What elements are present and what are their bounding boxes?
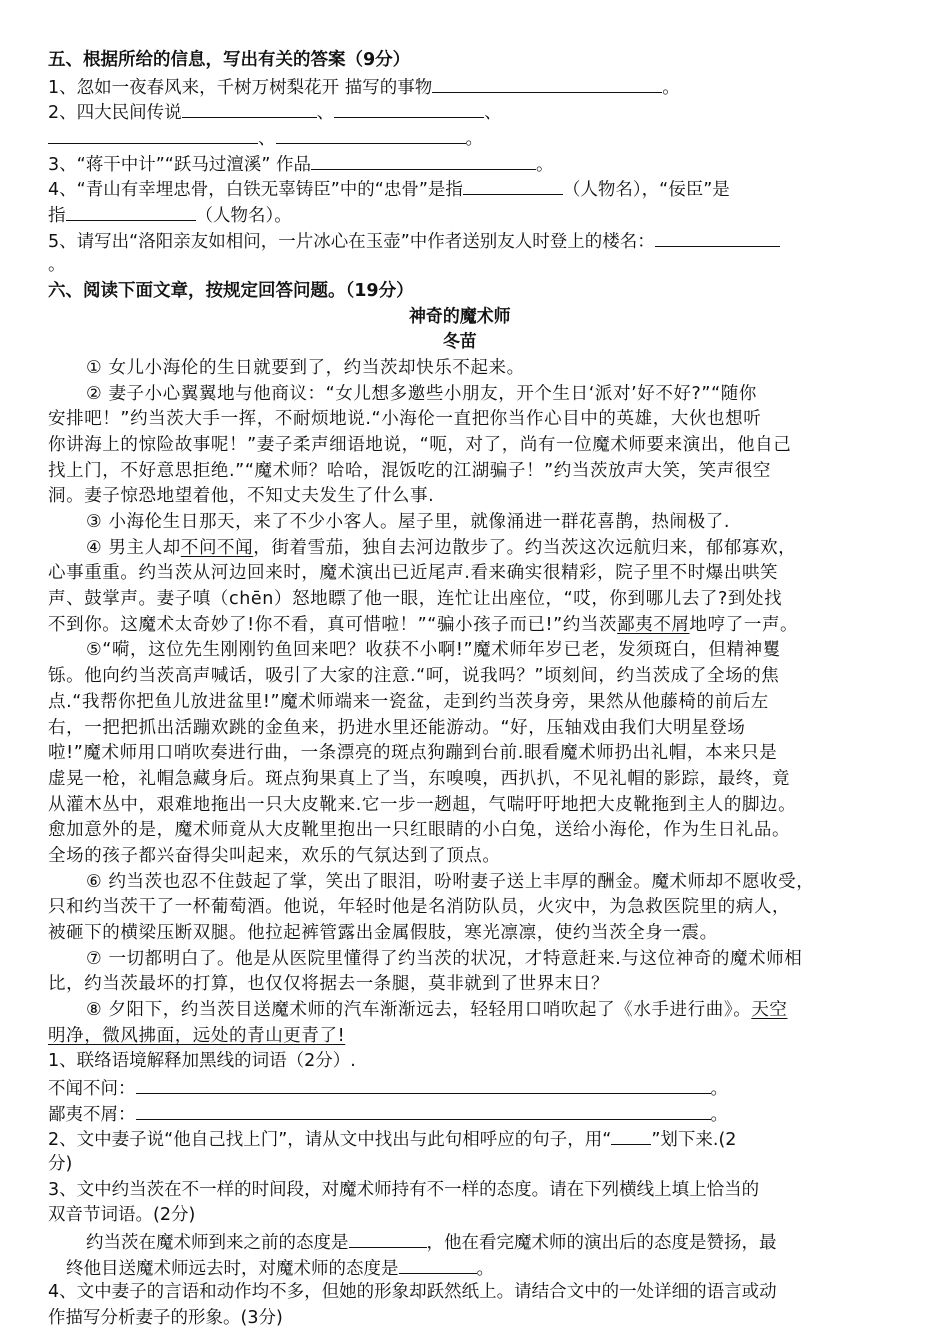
underlined-phrase: 天空: [751, 1000, 788, 1020]
article-line: ③ 小海伦生日那天，来了不少小客人。屋子里，就像涌进一群花喜鹊，热闹极了.: [86, 512, 731, 532]
q5-3-text: 3、“蒋干中计”“跃马过澶溪” 作品: [48, 155, 311, 175]
question-5-2: [48, 99, 502, 125]
q5-4-text-b: （人物名），“佞臣”是: [562, 180, 730, 200]
answer-blank[interactable]: [66, 202, 196, 221]
question-6-4-b: 作描写分析妻子的形象。(3分): [48, 1308, 283, 1328]
article-line: 啦!”魔术师用口哨吹奏进行曲，一条漂亮的斑点狗蹦到台前.眼看魔术师扔出礼帽，本来只是: [48, 743, 778, 763]
answer-blank[interactable]: [48, 125, 258, 144]
article-line: 只和约当茨干了一杯葡萄酒。他说，年轻时他是名消防队员，火灾中，为急救医院里的病人，: [48, 897, 791, 917]
question-6-3: 3、文中约当茨在不一样的时间段，对魔术师持有不一样的态度。请在下列横线上填上恰当的: [48, 1180, 760, 1200]
section6-heading: 六、阅读下面文章，按规定回答问题。（19分）: [48, 281, 414, 301]
q5-5-text: 5、请写出“洛阳亲友如相问，一片冰心在玉壶”中作者送别友人时登上的楼名：: [48, 232, 655, 252]
q5-4-text-d: （人物名）。: [195, 206, 292, 226]
article-line: 被砸下的横梁压断双腿。他拉起裤管露出金属假肢，寒光凛凛，使约当茨全身一震。: [48, 923, 718, 943]
q5-2-text: 2、四大民间传说: [48, 103, 182, 123]
term-label: 鄙夷不屑：: [48, 1105, 136, 1125]
article-line: 找上门，不好意思拒绝.”“魔术师？哈哈，混饭吃的江湖骗子！”约当茨放声大笑，笑声很空: [48, 461, 771, 481]
q6-2-text-b: ”划下来.(2: [651, 1130, 737, 1150]
article-line: 声、鼓掌声。妻子嗔（chēn）怒地瞟了他一眼，连忙让出座位，“哎，你到哪儿去了?到处找: [48, 589, 783, 609]
question-6-1-b: [48, 1101, 728, 1127]
answer-blank[interactable]: [655, 228, 780, 247]
question-6-1-a: [48, 1075, 728, 1101]
answer-blank[interactable]: [432, 74, 662, 93]
question-6-1: 1、联络语境解释加黑线的词语（2分）.: [48, 1051, 356, 1071]
q5-1-text: 1、忽如一夜春风来，千树万树梨花开 描写的事物: [48, 78, 433, 98]
answer-blank[interactable]: [182, 99, 317, 118]
article-line: ⑦ 一切都明白了。他是从医院里懂得了约当茨的状况，才特意赶来.与这位神奇的魔术师相: [86, 949, 803, 969]
article-text: 地哼了一声。: [689, 615, 799, 635]
article-line: 铄。他向约当茨高声喊话，吸引了大家的注意.“呵，说我吗？”顷刻间，约当茨成了全场的焦: [48, 666, 780, 686]
article-line: ⑥ 约当茨也忍不住鼓起了掌，笑出了眼泪，吩咐妻子送上丰厚的酬金。魔术师却不愿收受，: [86, 872, 815, 892]
question-6-4: 4、文中妻子的言语和动作均不多，但她的形象却跃然纸上。请结合文中的一处详细的语言或动: [48, 1282, 777, 1302]
article-line: 比，约当茨最坏的打算，也仅仅将据去一条腿，莫非就到了世界末日？: [48, 974, 610, 994]
question-5-3: [48, 151, 553, 177]
article-line: ⑤“嗬，这位先生刚刚钓鱼回来吧？收获不小啊!”魔术师年岁已老，发须斑白，但精神矍: [86, 640, 781, 660]
answer-blank[interactable]: [334, 99, 484, 118]
article-line: 右，一把把抓出活蹦欢跳的金鱼来，扔进水里还能游动。“好，压轴戏由我们大明星登场: [48, 718, 746, 738]
article-author: 冬苗: [442, 332, 477, 352]
answer-blank[interactable]: [311, 151, 536, 170]
q5-2-sep: 、: [258, 129, 276, 149]
question-6-2-cont: 分): [48, 1154, 73, 1174]
article-line: ① 女儿小海伦的生日就要到了，约当茨却快乐不起来。: [86, 358, 525, 378]
q5-3-end: 。: [535, 155, 554, 175]
article-line: 愈加意外的是，魔术师竟从大皮靴里抱出一只红眼睛的小白兔，送给小海伦，作为生日礼品。: [48, 820, 791, 840]
question-5-4: [48, 176, 730, 202]
article-line: ② 妻子小心翼翼地与他商议：“女儿想多邀些小朋友，开个生日‘派对’好不好?”“随你: [86, 384, 757, 404]
article-line: [48, 1024, 345, 1048]
question-6-3-b: 双音节词语。(2分): [48, 1205, 196, 1225]
answer-blank[interactable]: [349, 1229, 427, 1248]
q5-2-sep: 、: [484, 103, 502, 123]
term-label: 不闻不问：: [48, 1079, 136, 1099]
underlined-word: 鄙夷不屑: [617, 615, 690, 635]
question-5-4-cont: [48, 202, 292, 228]
q6-3-text-d: ，他在看完魔术师的演出后的态度是赞扬，最: [426, 1233, 777, 1253]
article-line: 你讲海上的惊险故事呢！”妻子柔声细语地说，“呃，对了，尚有一位魔术师要来演出，他自己: [48, 435, 792, 455]
underlined-word: 不问不闻: [180, 538, 254, 558]
q6-3-text: 约当茨在魔术师到来之前的态度是: [86, 1233, 349, 1253]
article-line: 虚晃一枪，礼帽急藏身后。斑点狗果真上了当，东嗅嗅，西扒扒，不见礼帽的影踪，最终，竟: [48, 769, 791, 789]
q6-3-text-e: 终他目送魔术师远去时，对魔术师的态度是: [66, 1259, 399, 1279]
underlined-phrase: 明净，微风拂面，远处的青山更青了!: [48, 1026, 346, 1046]
article-line: [86, 536, 796, 560]
article-line: 从灌木丛中，艰难地拖出一只大皮靴来.它一步一趔趄，气喘吁吁地把大皮靴拖到主人的脚边。: [48, 795, 797, 815]
answer-blank[interactable]: [136, 1075, 711, 1094]
article-line: [86, 998, 788, 1022]
answer-blank[interactable]: [399, 1255, 477, 1274]
q6-3-text-f: 。: [476, 1259, 494, 1279]
q5-5-end: 。: [48, 255, 66, 275]
article-line: 点.“我帮你把鱼儿放进盆里!”魔术师端来一瓷盆，走到约当茨身旁，果然从他藤椅的前后左: [48, 692, 769, 712]
question-5-1: [48, 74, 680, 100]
article-text: 不到你。这魔术太奇妙了!你不看，真可惜啦！”“骗小孩子而已!”约当茨: [48, 615, 618, 635]
q5-2-end: 。: [465, 129, 483, 149]
article-text: ，街着雪茄，独自去河边散步了。约当茨这次远航归来，郁郁寡欢，: [253, 538, 797, 558]
question-5-5: [48, 228, 780, 254]
answer-blank[interactable]: [276, 125, 466, 144]
q5-4-text: 4、“青山有幸埋忠骨，白铁无辜铸臣”中的“忠骨”是指: [48, 180, 463, 200]
term-end: 。: [710, 1105, 728, 1125]
q6-2-text: 2、文中妻子说“他自己找上门”，请从文中找出与此句相呼应的句子，用“: [48, 1130, 612, 1150]
article-line: 安排吧！”约当茨大手一挥，不耐烦地说.“小海伦一直把你当作心目中的英雄，大伙也想听: [48, 409, 762, 429]
underline-sample: [611, 1126, 651, 1145]
section5-heading: 五、根据所给的信息，写出有关的答案（9分）: [48, 50, 411, 70]
answer-blank[interactable]: [136, 1101, 711, 1120]
article-line: 全场的孩子都兴奋得尖叫起来，欢乐的气氛达到了顶点。: [48, 846, 501, 866]
article-line: 心事重重。约当茨从河边回来时，魔术演出已近尾声.看来确实很精彩，院子里不时爆出哄笑: [48, 563, 779, 583]
question-6-2: [48, 1126, 736, 1152]
article-line: [48, 613, 798, 637]
q5-1-end: 。: [662, 78, 680, 98]
article-title: 神奇的魔术师: [408, 307, 511, 327]
question-6-3-e: [66, 1255, 494, 1281]
answer-blank[interactable]: [463, 176, 563, 195]
q5-2-sep: 、: [316, 103, 335, 123]
question-6-3-c: [86, 1229, 777, 1255]
article-text: ④ 男主人却: [86, 538, 181, 558]
article-line: 洞。妻子惊恐地望着他，不知丈夫发生了什么事.: [48, 486, 435, 506]
article-text: ⑧ 夕阳下，约当茨目送魔术师的汽车渐渐远去，轻轻用口哨吹起了《水手进行曲》。: [86, 1000, 752, 1020]
question-5-2-cont: [48, 125, 483, 151]
term-end: 。: [710, 1079, 728, 1099]
q5-4-text-c: 指: [48, 206, 66, 226]
